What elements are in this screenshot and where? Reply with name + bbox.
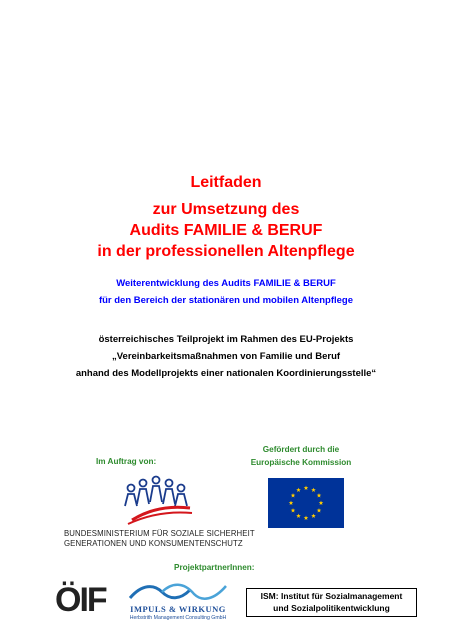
in-order-of-label: Im Auftrag von: [96, 457, 157, 466]
oif-logo-text: ÖIF [55, 581, 106, 619]
subtitle-line-1: Weiterentwicklung des Audits FAMILIE & BERUF [116, 278, 336, 289]
project-line-2: „Vereinbarkeitsmaßnahmen von Familie und Beruf [111, 351, 341, 362]
ism-line-2: und Sozialpolitikentwicklung [273, 603, 390, 613]
title-line-4: in der professionellen Altenpflege [97, 243, 355, 260]
project-line-1: österreichisches Teilprojekt im Rahmen des EU-Projekts [98, 334, 354, 345]
impulse-logo-text: IMPULS & WIRKUNG [130, 604, 226, 614]
ministry-caption [64, 529, 255, 549]
ministry-logo [118, 474, 198, 526]
ism-line-1: ISM: Institut für Sozialmanagement [260, 591, 403, 601]
eu-flag-background [268, 478, 344, 528]
eu-flag [268, 478, 344, 528]
document-title [0, 172, 452, 262]
ministry-people-icon [118, 474, 198, 526]
funded-line-2: Europäische Kommission [250, 458, 352, 467]
impulse-logo [122, 580, 234, 622]
impulse-logo-subtitle: Herbstrith Management Consulting GmbH [129, 615, 227, 621]
title-line-1: Leitfaden [190, 174, 262, 191]
project-line-3: anhand des Modellprojekts einer nationalen Koordinierungsstelle“ [75, 368, 377, 379]
ministry-line-1: BUNDESMINISTERIUM FÜR SOZIALE SICHERHEIT [64, 529, 255, 538]
partners-label: ProjektpartnerInnen: [174, 563, 255, 572]
eu-flag-icon [268, 478, 344, 528]
project-description [0, 331, 452, 382]
subtitle-line-2: für den Bereich der stationären und mobilen Altenpflege [98, 295, 354, 306]
ministry-line-2: GENERATIONEN UND KONSUMENTENSCHUTZ [64, 539, 243, 548]
oif-logo [55, 580, 119, 620]
funded-line-1: Gefördert durch die [262, 445, 340, 454]
impulse-wave-icon [122, 580, 234, 604]
funded-by-label [236, 443, 366, 469]
title-line-3: Audits FAMILIE & BERUF [129, 222, 323, 239]
subtitle-block [0, 275, 452, 309]
title-line-2: zur Umsetzung des [152, 201, 300, 218]
ism-partner-box [246, 588, 417, 617]
